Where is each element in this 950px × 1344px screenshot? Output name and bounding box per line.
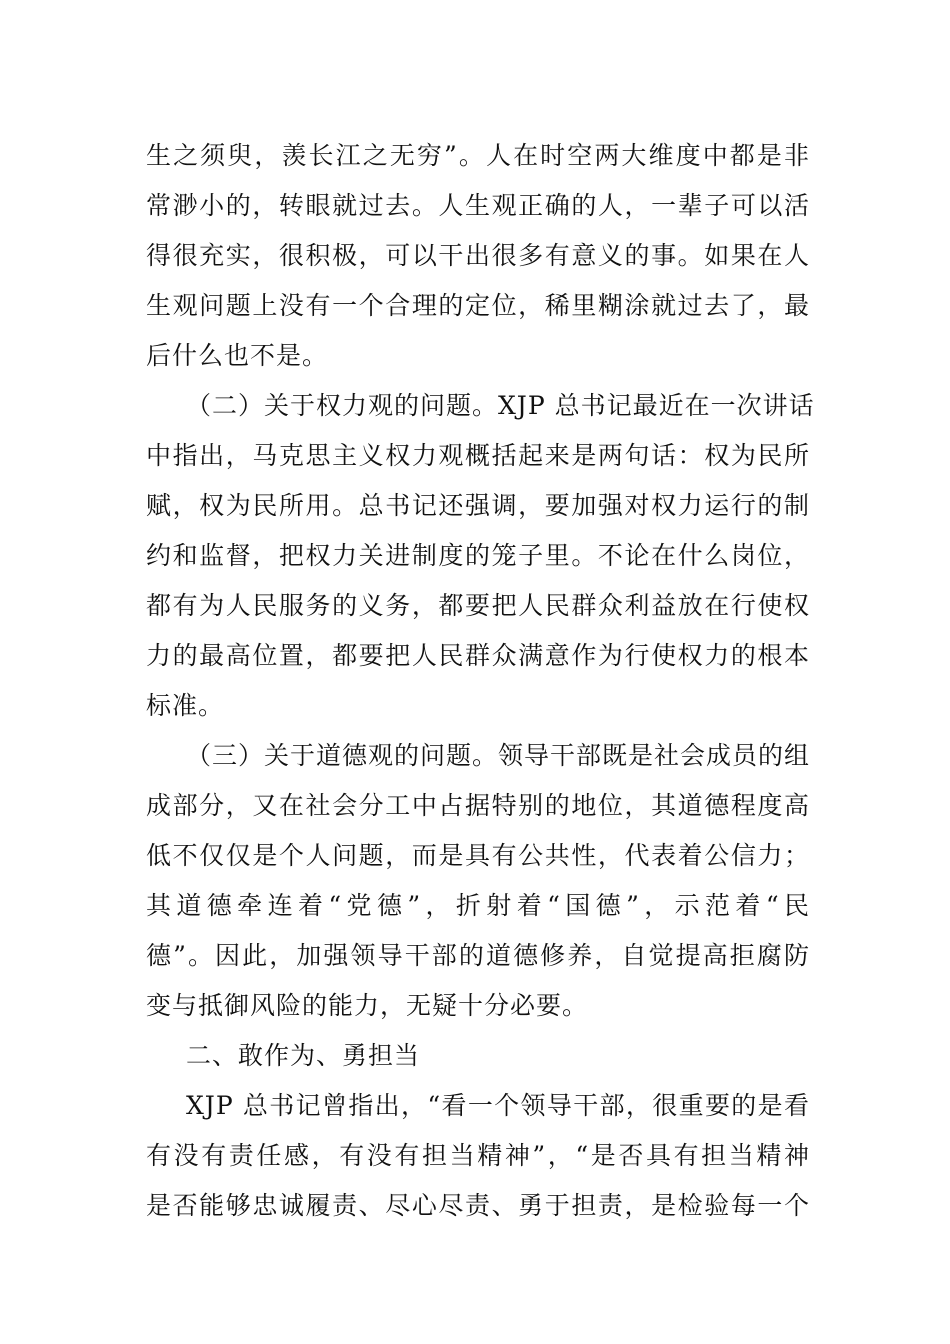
section-heading-power-view: （二）关于权力观的问题。XJP 总书记最近在一次讲话 <box>186 391 815 420</box>
text-line: 德”。因此，加强领导干部的道德修养，自觉提高拒腐防 <box>146 941 810 970</box>
section-heading-morality-view: （三）关于道德观的问题。领导干部既是社会成员的组 <box>186 741 811 770</box>
text-line: 得很充实，很积极，可以干出很多有意义的事。如果在人 <box>146 241 810 270</box>
text-line: 后什么也不是。 <box>146 341 329 370</box>
text-line: 其道德牵连着“党德”，折射着“国德”，示范着“民 <box>146 891 810 920</box>
text-line: 常渺小的，转眼就过去。人生观正确的人，一辈子可以活 <box>146 191 810 220</box>
text-line: XJP 总书记曾指出，“看一个领导干部，很重要的是看 <box>186 1091 810 1120</box>
text-line: 成部分，又在社会分工中占据特别的地位，其道德程度高 <box>146 791 810 820</box>
text-line: 力的最高位置，都要把人民群众满意作为行使权力的根本 <box>146 641 810 670</box>
document-body <box>146 131 815 1231</box>
section-heading-dare-to-act: 二、敢作为、勇担当 <box>186 1041 421 1070</box>
text-line: 变与抵御风险的能力，无疑十分必要。 <box>146 991 589 1020</box>
text-line: 有没有责任感，有没有担当精神”，“是否具有担当精神 <box>146 1141 810 1170</box>
text-line: 都有为人民服务的义务，都要把人民群众利益放在行使权 <box>146 591 810 620</box>
text-line: 生之须臾，羡长江之无穷”。人在时空两大维度中都是非 <box>146 141 810 170</box>
text-line: 是否能够忠诚履责、尽心尽责、勇于担责，是检验每一个 <box>146 1191 810 1220</box>
text-line: 标准。 <box>146 691 225 720</box>
text-line: 中指出，马克思主义权力观概括起来是两句话：权为民所 <box>146 441 810 470</box>
text-line: 低不仅仅是个人问题，而是具有公共性，代表着公信力； <box>146 841 810 870</box>
text-line: 生观问题上没有一个合理的定位，稀里糊涂就过去了，最 <box>146 291 810 320</box>
text-line: 约和监督，把权力关进制度的笼子里。不论在什么岗位， <box>146 541 810 570</box>
text-line: 赋，权为民所用。总书记还强调，要加强对权力运行的制 <box>146 491 810 520</box>
